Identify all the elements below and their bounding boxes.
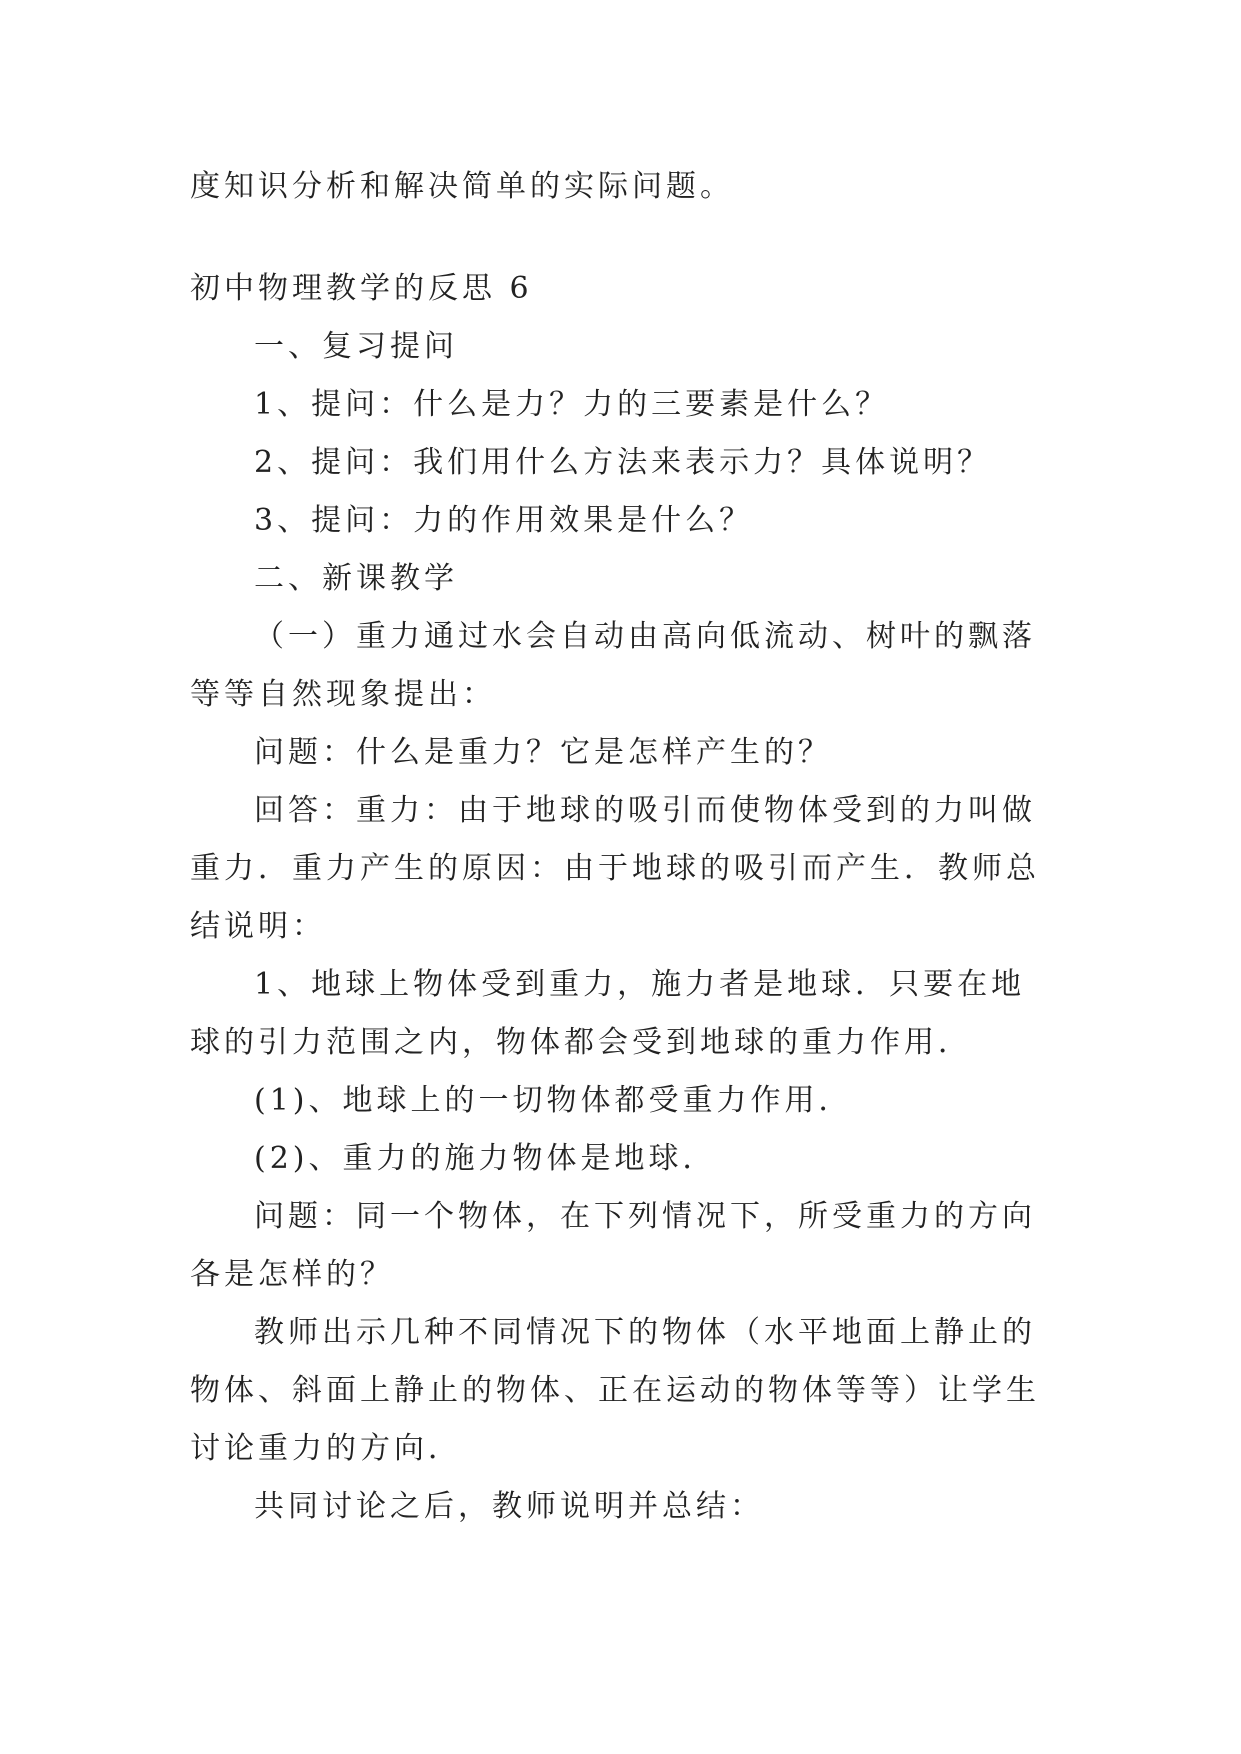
- paragraph: (2)、重力的施力物体是地球．: [254, 1141, 717, 1176]
- paragraph: 1、地球上物体受到重力，施力者是地球．只要在地球的引力范围之内，物体都会受到地球的重力作用．: [190, 967, 1026, 1060]
- paragraph: 问题：什么是重力？它是怎样产生的？: [254, 735, 832, 770]
- paragraph: 教师出示几种不同情况下的物体（水平地面上静止的物体、斜面上静止的物体、正在运动的物体等等）让学生讨论重力的方向．: [190, 1315, 1040, 1466]
- section-heading: 初中物理教学的反思 6: [190, 271, 533, 306]
- paragraph: 二、新课教学: [254, 561, 458, 596]
- paragraph: 问题：同一个物体，在下列情况下，所受重力的方向各是怎样的？: [190, 1199, 1036, 1292]
- paragraph: 回答：重力：由于地球的吸引而使物体受到的力叫做重力．重力产生的原因：由于地球的吸引而产生．教师总结说明：: [190, 793, 1040, 944]
- document-body: [190, 158, 1050, 1536]
- paragraph: 一、复习提问: [254, 329, 458, 364]
- paragraph: 度知识分析和解决简单的实际问题。: [190, 169, 734, 204]
- paragraph: (1)、地球上的一切物体都受重力作用．: [254, 1083, 853, 1118]
- paragraph: 3、提问：力的作用效果是什么？: [254, 503, 754, 538]
- paragraph: 2、提问：我们用什么方法来表示力？具体说明？: [254, 445, 992, 480]
- paragraph: （一）重力通过水会自动由高向低流动、树叶的飘落等等自然现象提出：: [190, 619, 1036, 712]
- paragraph: 1、提问：什么是力？力的三要素是什么？: [254, 387, 890, 422]
- paragraph: 共同讨论之后，教师说明并总结：: [254, 1489, 764, 1524]
